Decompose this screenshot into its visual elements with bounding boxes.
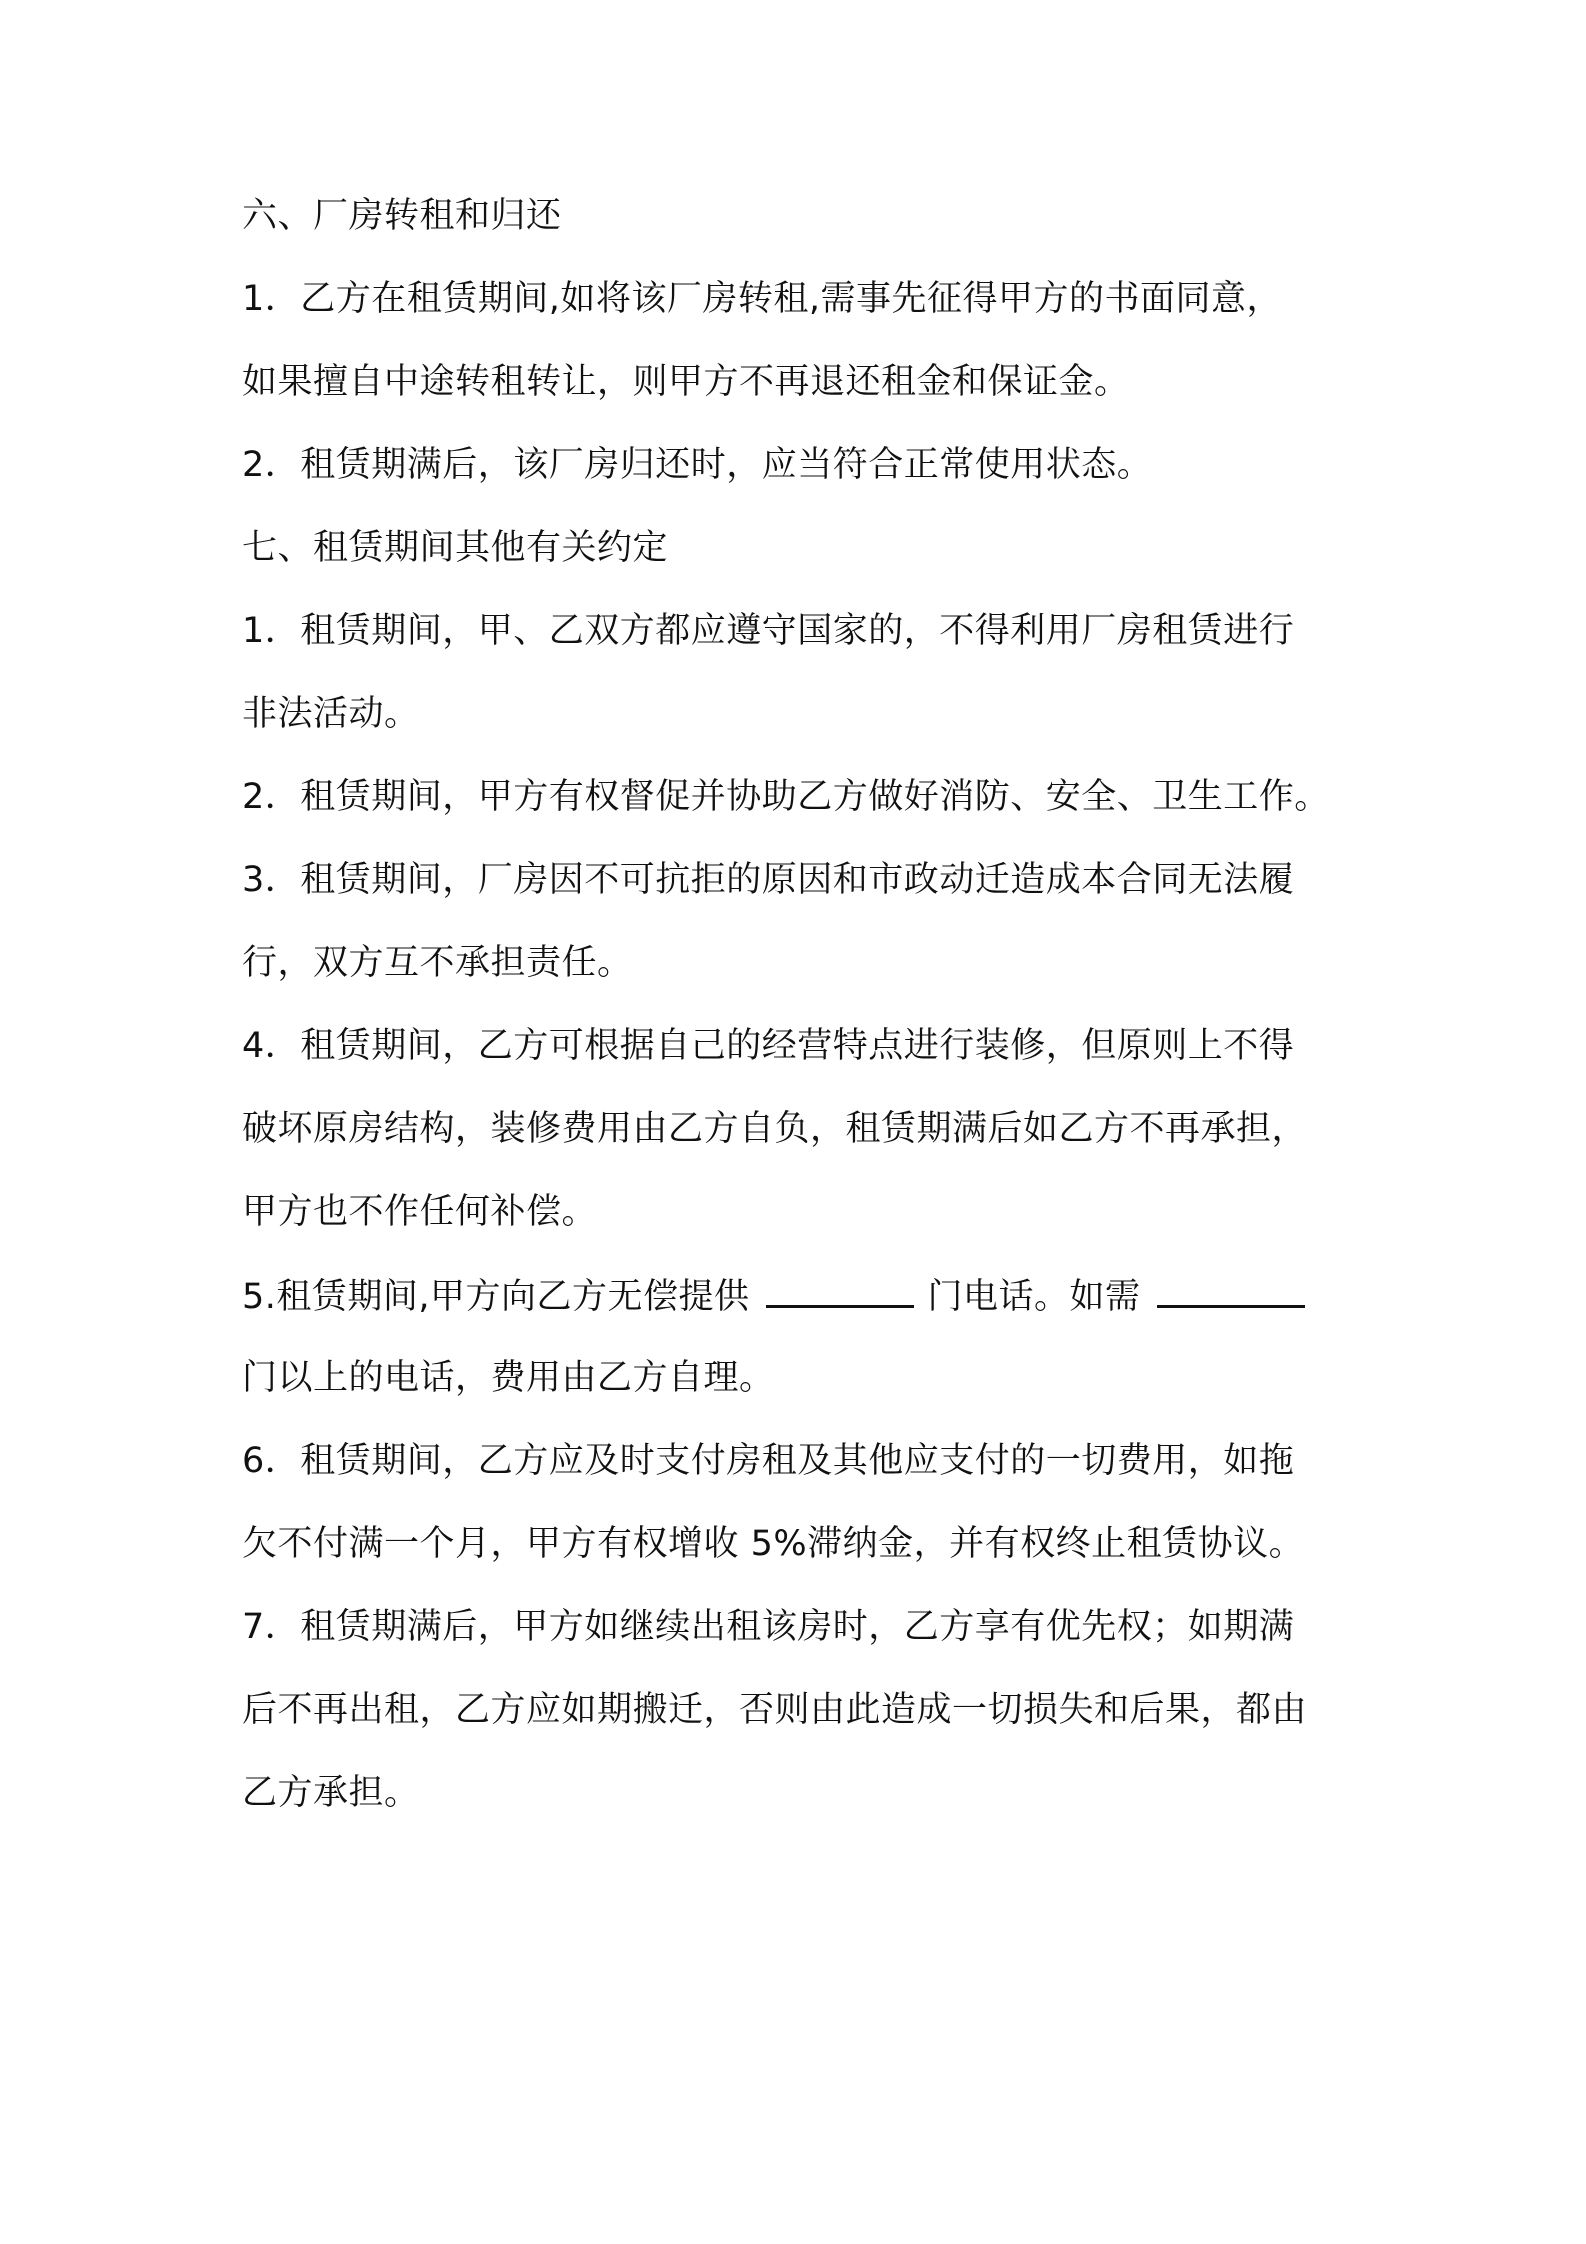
paragraph-line: 2．租赁期满后，该厂房归还时，应当符合正常使用状态。: [242, 445, 1153, 485]
paragraph-line: 3．租赁期间，厂房因不可抗拒的原因和市政动迁造成本合同无法履: [242, 860, 1295, 900]
paragraph-line: 欠不付满一个月，甲方有权增收 5%滞纳金，并有权终止租赁协议。: [242, 1524, 1305, 1564]
section-heading-7: 七、租赁期间其他有关约定: [242, 528, 669, 568]
clause-5-line: [242, 1275, 1319, 1317]
paragraph-line: 如果擅自中途转租转让，则甲方不再退还租金和保证金。: [242, 362, 1130, 402]
paragraph-line: 甲方也不作任何补偿。: [242, 1192, 598, 1232]
paragraph-line: 4．租赁期间，乙方可根据自己的经营特点进行装修，但原则上不得: [242, 1026, 1295, 1066]
clause-5-text-1: 5.租赁期间,甲方向乙方无偿提供: [242, 1277, 750, 1317]
paragraph-line: 1．乙方在租赁期间,如将该厂房转租,需事先征得甲方的书面同意，: [242, 279, 1283, 319]
paragraph-line: 门以上的电话，费用由乙方自理。: [242, 1358, 775, 1398]
paragraph-line: 行，双方互不承担责任。: [242, 943, 633, 983]
blank-fill-line: [766, 1275, 914, 1308]
section-heading-6: 六、厂房转租和归还: [242, 196, 562, 236]
paragraph-line: 后不再出租，乙方应如期搬迁，否则由此造成一切损失和后果，都由: [242, 1690, 1308, 1730]
paragraph-line: 6．租赁期间，乙方应及时支付房租及其他应支付的一切费用，如拖: [242, 1441, 1295, 1481]
paragraph-line: 非法活动。: [242, 694, 420, 734]
paragraph-line: 破坏原房结构，装修费用由乙方自负，租赁期满后如乙方不再承担，: [242, 1109, 1308, 1149]
paragraph-line: 乙方承担。: [242, 1773, 420, 1813]
paragraph-line: 1．租赁期间，甲、乙双方都应遵守国家的，不得利用厂房租赁进行: [242, 611, 1295, 651]
blank-fill-line: [1157, 1275, 1305, 1308]
paragraph-line: 7．租赁期满后，甲方如继续出租该房时，乙方享有优先权；如期满: [242, 1607, 1295, 1647]
clause-5-text-2: 门电话。如需: [927, 1277, 1141, 1317]
paragraph-line: 2．租赁期间，甲方有权督促并协助乙方做好消防、安全、卫生工作。: [242, 777, 1330, 817]
